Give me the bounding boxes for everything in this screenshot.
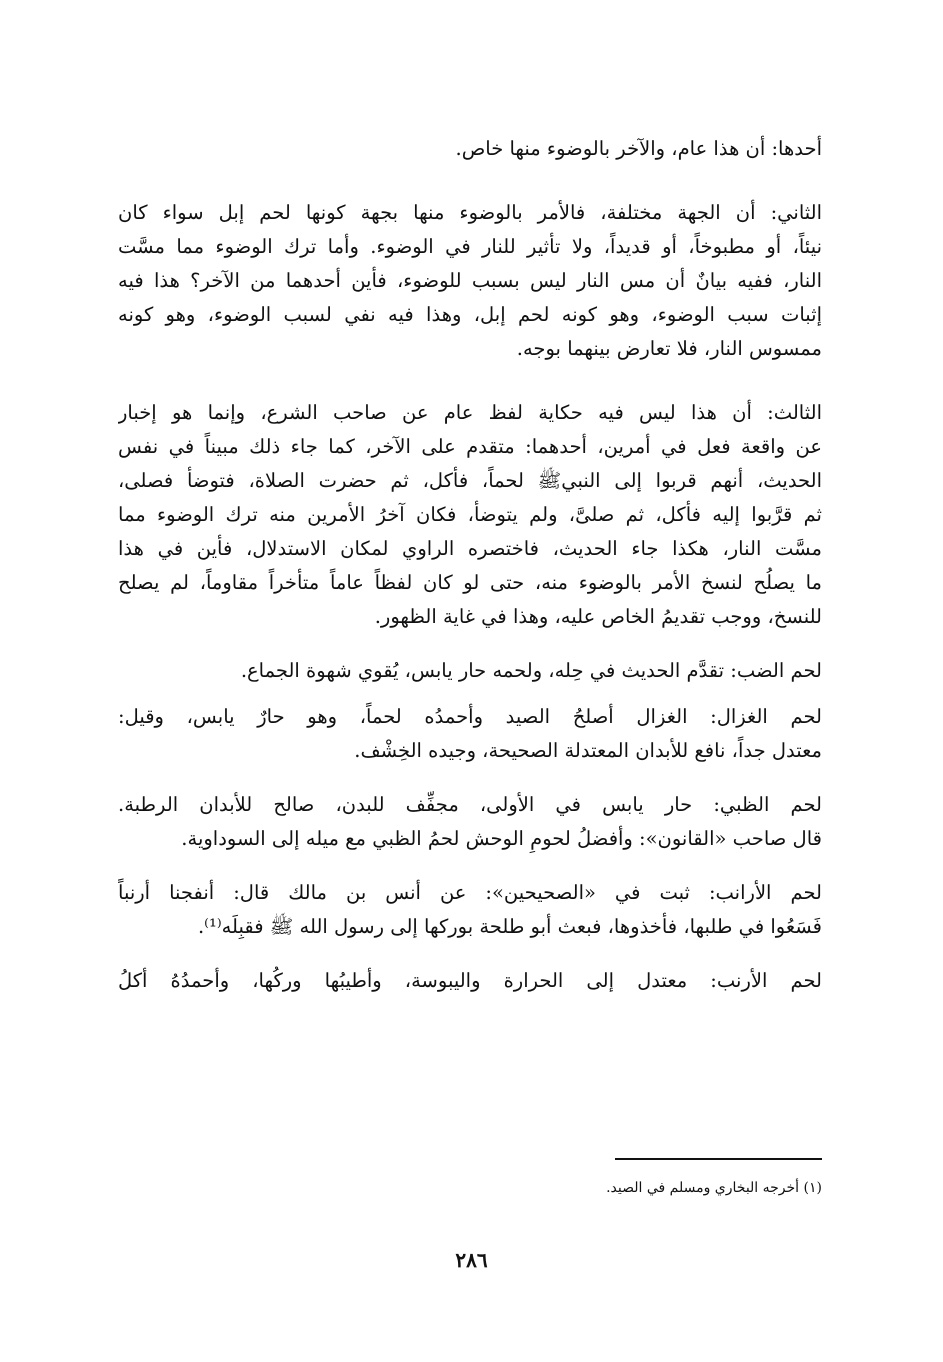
page-number: ٢٨٦	[455, 1248, 488, 1272]
page-body	[118, 132, 822, 998]
text-line: قال صاحب «القانون»: وأفضلُ لحومِ الوحش لحمُ الظبي مع ميله إلى السوداوية.	[181, 827, 822, 850]
paragraph-third	[118, 396, 822, 634]
footnote: (١) أخرجه البخاري ومسلم في الصيد.	[606, 1180, 822, 1196]
paragraph-aranib	[118, 876, 822, 944]
text-line: أحدها: أن هذا عام، والآخر بالوضوء منها خاص.	[455, 137, 822, 160]
text-line: لحم الضب: تقدَّم الحديث في حِله، ولحمه حار يابس، يُقوي شهوة الجماع.	[240, 659, 822, 682]
text-line: عن واقعة فعل في أمرين، أحدهما: متقدم على الآخر، كما جاء ذلك مبيناً في نفس	[118, 435, 822, 458]
paragraph-ghazal	[118, 700, 822, 768]
text-line: النار، ففيه بيانٌ أن مس النار ليس بسبب للوضوء، فأين أحدهما من الآخر؟ هذا فيه	[118, 269, 822, 292]
text-line: لحم الغزال: الغزال أصلحُ الصيد وأحمدُه لحماً، وهو حارٌ يابس، وقيل:	[118, 705, 822, 728]
paragraph-zabi	[118, 788, 822, 856]
text-line: لحم الأرانب: ثبت في «الصحيحين»: عن أنس بن مالك قال: أنفجنا أرنباً	[118, 881, 822, 904]
text-line: نيئاً، أو مطبوخاً، أو قديداً، ولا تأثير للنار في الوضوء. وأما ترك الوضوء مما مسَّت	[118, 235, 822, 258]
text-line: إثبات سبب الوضوء، وهو كونه لحم إبل، وهذا فيه نفي لسبب الوضوء، وهو كونه	[118, 303, 822, 326]
text-line: ثم قرَّبوا إليه فأكل، ثم صلىَّ، ولم يتوضأ، فكان آخرُ الأمرين منه ترك الوضوء مما	[118, 503, 822, 526]
text-line: لحم الظبي: حار يابس في الأولى، مجفِّف للبدن، صالح للأبدان الرطبة.	[118, 793, 822, 816]
paragraph-arnab	[118, 964, 822, 998]
paragraph-second	[118, 196, 822, 366]
text-line: الحديث، أنهم قربوا إلى النبيﷺ لحماً، فأكل، ثم حضرت الصلاة، فتوضأ فصلى،	[118, 469, 822, 492]
text-line: الثاني: أن الجهة مختلفة، فالأمر بالوضوء منها بجهة كونها لحم إبل سواء كان	[118, 201, 822, 224]
text-line: فَسَعُوا في طلبها، فأخذوها، فبعث أبو طلحة بوركها إلى رسول الله ﷺ فقبِلَه⁽¹⁾.	[197, 915, 822, 938]
text-line: لحم الأرنب: معتدل إلى الحرارة واليبوسة، وأطيبُها وركُها، وأحمدُهُ أكلُ	[118, 969, 822, 992]
text-line: ما يصلُح لنسخ الأمر بالوضوء منه، حتى لو كان لفظاً عاماً متأخراً مقاوماً، لم يصلح	[118, 571, 822, 594]
text-line: معتدل جداً، نافع للأبدان المعتدلة الصحيحة، وجيده الخِشْف.	[354, 739, 822, 762]
text-line: مسَّت النار، هكذا جاء الحديث، فاختصره الراوي لمكان الاستدلال، فأين في هذا	[118, 537, 822, 560]
footnote-divider	[615, 1158, 822, 1160]
text-line: ممسوس النار، فلا تعارض بينهما بوجه.	[516, 337, 822, 360]
paragraph-dabb	[118, 654, 822, 688]
text-line: للنسخ، ووجب تقديمُ الخاص عليه، وهذا في غاية الظهور.	[374, 605, 822, 628]
paragraph-first	[118, 132, 822, 166]
text-line: الثالث: أن هذا ليس فيه حكاية لفظ عام عن صاحب الشرع، وإنما هو إخبار	[118, 401, 822, 424]
